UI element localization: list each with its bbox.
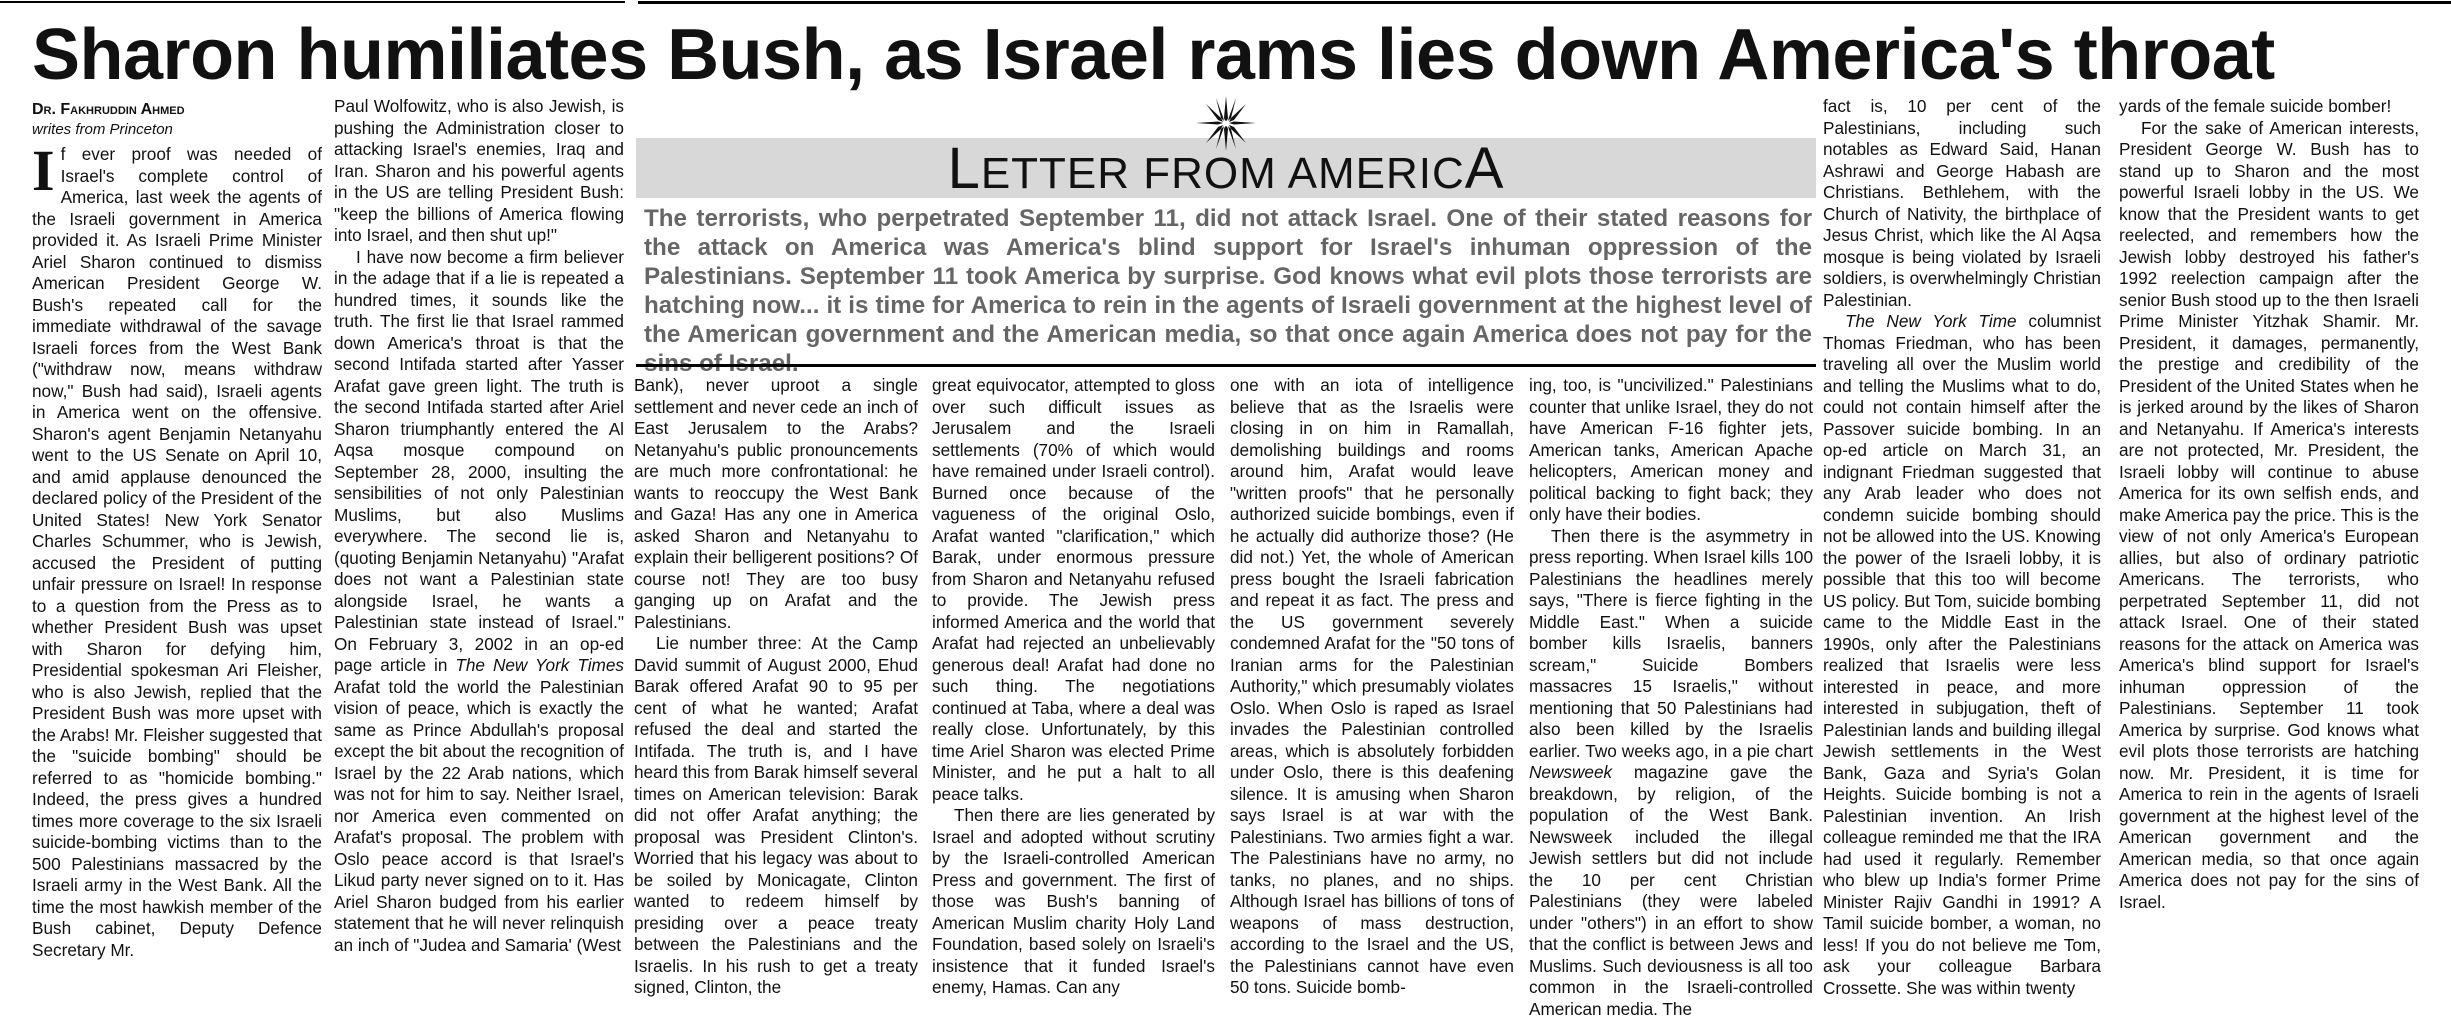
article-column-4 [932,375,1215,997]
publication-name: The New York Time [1845,311,2017,331]
article-column-1 [32,138,322,990]
publication-name: Newsweek [1529,762,1613,782]
top-rule-left [0,1,625,3]
paragraph-continued: magazine gave the breakdown, by religion, of the population of the West Bank. Newsweek included the illegal Jewish settlers but did not include the 10 per cent Christian Palestinians (they were labeled under "others") in an effort to show that the conflict is between Jews and Muslims. Such deviousness is all too common in the Israeli-controlled American media. The [1529,762,1813,1019]
paragraph: ing, too, is "uncivilized." Palestinians counter that unlike Israel, they do not have American F-16 fighter jets, American tanks, American Apache helicopters, American money and political backing to fight back; they only have their bodies. [1529,375,1813,524]
paragraph: fact is, 10 per cent of the Palestinians, including such notables as Edward Said, Hanan Ashrawi and George Habash are Christians. Bethlehem, with the Church of Nativity, the birthplace of Jesus Christ, which like the Al Aqsa mosque is being violated by Israeli soldiers, is overwhelmingly Christian Palestinian. [1823,96,2101,310]
paragraph: yards of the female suicide bomber! [2119,96,2392,116]
byline-location: writes from Princeton [32,121,173,138]
paragraph-continued: Arafat told the world the Palestinian vision of peace, which is exactly the same as Prince Abdullah's proposal except the bit about the recognition of Israel by the 22 Arab nations, which was not for him to say. Neither Israel, nor America even commented on Arafat's proposal. The problem with Oslo peace accord is that Israel's Likud party never signed on to it. Has Ariel Sharon budged from his earlier statement that he will never relinquish an inch of "Judea and Samaria' (West [334,676,624,955]
publication-name: The New York Times [455,655,624,675]
paragraph: Lie number three: At the Camp David summit of August 2000, Ehud Barak offered Arafat 90 to 95 per cent of what he wanted; Arafat refused the deal and started the Intifada. The truth is, and I have heard this from Barak himself several times on American television: Barak did not offer Arafat anything; the proposal was President Clinton's. Worried that his legacy was about to be soiled by Monicagate, Clinton wanted to redeem himself by presiding over a peace treaty between the Palestinians and the Israelis. In his rush to get a treaty signed, Clinton, the [634,633,918,997]
byline [32,100,332,140]
article-column-8 [2119,96,2419,990]
pull-quote: The terrorists, who perpetrated September 11, did not attack Israel. One of their stated reasons for the attack on America was America's blind support for Israel's inhuman oppression of the Palestinians. September 11 took America by surprise. God knows what evil plots those terrorists are hatching now... it is time for America to rein in the agents of Israeli government at the highest level of the American government and the American media, so that once again America does not pay for the [644,205,1812,348]
paragraph: Bank), never uproot a single settlement and never cede an inch of East Jerusalem to the Arabs? Netanyahu's public pronouncements are much more confrontational: he wants to reoccupy the West Bank and Gaza! Has any one in America asked Sharon and Netanyahu to explain their belligerent positions? Of course not! They are too busy ganging up on Arafat and the Palestinians. [634,375,918,632]
top-rule-right [638,1,2451,4]
paragraph: one with an iota of intelligence believe that as the Israelis were closing in on him in Ramallah, demolishing buildings and rooms around him, Arafat would leave "written proofs" that he personally authorized suicide bombings, even if he actually did authorize those? (He did not.) Yet, the whole of American press bought the Israeli fabrication and repeat it as fact. The press and the US government severely condemned Arafat for the "50 tons of Iranian arms for the Palestinian Authority," which presumably violates Oslo. When Oslo is raped as Israel invades the Palestinian controlled areas, which is absolutely forbidden under Oslo, there is this deafening silence. It is amusing when Sharon says Israel is at war with the Palestinians. Two armies fight a war. The Palestinians have no army, no tanks, no planes, and no ships. Although Israel has billions of tons of weapons of mass destruction, according to the Israel and the US, the Palestinians cannot have even 50 tons. Suicide bomb- [1230,375,1514,997]
paragraph: For the sake of American interests, President George W. Bush has to stand up to Sharon and the most powerful Israeli lobby in the US. We know that the President wants to get reelected, and remembers how the Jewish lobby destroyed his father's 1992 reelection campaign after the senior Bush stood up to the then Israeli Prime Minister Yitzhak Shamir. Mr. President, it damages, permanently, the prestige and credibility of the President of the United States when he is jerked around by the likes of Sharon and Netanyahu. If America's interests are not protected, Mr. President, the Israeli lobby will continue to abuse America for its own selfish ends, and make America pay the price. This is the view of not only America's European allies, but also of ordinary patriotic Americans. The terrorists, who perpetrated September 11, did not attack Israel. One of their stated reasons for the attack on America was America's blind support for Israel's inhuman oppression of the Palestinians. September 11 took America by surprise. God knows what evil plots those terrorists are hatching now. Mr. President, it is time for America to rein in the agents of Israeli government at the highest level of the American government and the American media, so that once again America does not pay for the sins of Israel. [2119,117,2419,912]
article-column-2 [334,96,624,990]
paragraph: Then there is the asymmetry in press reporting. When Israel kills 100 Palestinians the headlines merely says, "There is fierce fighting in the Middle East." When a suicide bomber kills Israelis, banners scream," Suicide Bombers massacres 15 Israelis," without mentioning that 50 Palestinians had also been killed by the Israelis earlier. Two weeks ago, in a pie chart [1529,525,1813,761]
drop-cap: I [32,138,55,203]
paragraph: f ever proof was needed of Israel's complete control of America, last week the agents of the Israeli government in America provided it. As Israeli Prime Minister Ariel Sharon continued to dismiss American President George W. Bush's repeated call for the immediate withdrawal of the savage Israeli forces from the West Bank ("withdraw now, means withdraw now," Bush had said), Israeli agents in America went on the offensive. Sharon's agent Benjamin Netanyahu went to the US Senate on April 10, and amid applause denounced the declared policy of the President of the United States! New York Senator Charles Schummer, who is Jewish, accused the President of putting unfair pressure on Israel! In response to a question from the Press as to whether President Bush was upset with Sharon for defying him, Presidential spokesman Ari Fleisher, who is also Jewish, replied that the President Bush was more upset with the Arabs! Mr. Fleisher suggested that the "suicide bombing" should be referred to as "homicide bombing." Indeed, the press gives a hundred times more coverage to the six Israeli suicide-bombing victims than to the 500 Palestinians massacred by the Israeli army in the West Bank. All the time the most hawkish member of the Bush cabinet, Deputy Defence Secretary Mr. [32,144,322,960]
paragraph: Then there are lies generated by Israel and adopted without scrutiny by the Israeli-controlled American Press and government. The first of those was Bush's banning of American Muslim charity Holy Land Foundation, based solely on Israeli's insistence that it funded Israel's enemy, Hamas. Can any [932,805,1215,997]
paragraph: great equivocator, attempted to gloss over such difficult issues as Jerusalem and the Israeli settlements (70% of which would have remained under Israeli control). Burned once because of the vagueness of the original Oslo, Arafat wanted "clarification," which Barak, under enormous pressure from Sharon and Netanyahu refused to provide. The Jewish press informed America and the world that Arafat had rejected an unbelievably generous deal! Arafat had done no such thing. The negotiations continued at Taba, where a deal was really close. Unfortunately, by this time Ariel Sharon was elected Prime Minister, and he put a halt to all peace talks. [932,375,1215,804]
article-column-6 [1529,375,1813,1019]
headline: Sharon humiliates Bush, as Israel rams lies down America's throat [32,15,2275,95]
banner-title: LETTER FROM AMERICA [947,136,1505,201]
paragraph: columnist Thomas Friedman, who has been traveling all over the Muslim world and telling the Muslims what to do, could not contain himself after the Passover suicide bombing. In an op-ed article on March 31, an indignant Friedman suggested that any Arab leader who does not condemn suicide bombing should not be allowed into the US. Knowing the power of the Israeli lobby, it is possible that this too will become US policy. But Tom, suicide bombing came to the Middle East in the 1990s, only after the Palestinians realized that Israelis were less interested in peace, and more interested in subjugation, theft of Palestinian lands and building illegal Jewish settlements in the West Bank, Gaza and Syria's Golan Heights. Suicide bombing is not a Palestinian invention. An Irish colleague reminded me that the IRA had used it regularly. Remember who blew up India's former Prime Minister Rajiv Gandhi in 1991? A Tamil suicide bomber, a woman, no less! If you do not believe me Tom, ask your colleague Barbara Crossette. She was within twenty [1823,311,2101,998]
pull-quote-rule [636,364,1816,367]
article-column-5 [1230,375,1514,997]
column-banner [636,96,1816,201]
byline-author: Dr. Fakhruddin Ahmed [32,101,185,118]
article-column-3 [634,375,918,997]
article-column-7 [1823,96,2101,998]
paragraph: Paul Wolfowitz, who is also Jewish, is pushing the Administration closer to attacking Israel's enemies, Iraq and Iran. Sharon and his powerful agents in the US are telling President Bush: "keep the billions of America flowing into Israel, and then shut up!" [334,96,624,245]
paragraph: I have now become a firm believer in the adage that if a lie is repeated a hundred times, it sounds like the truth. The first lie that Israel rammed down America's throat is that the second Intifada started after Yasser Arafat gave green light. The truth is the second Intifada started after Ariel Sharon triumphantly entered the Al Aqsa mosque compound on September 28, 2000, insulting the sensibilities of not only Palestinian Muslims, but also Muslims everywhere. The second lie is, (quoting Benjamin Netanyahu) "Arafat does not want a Palestinian state alongside Israel, he wants a Palestinian state instead of Israel." On February 3, 2002 in an op-ed page article in [334,246,624,675]
